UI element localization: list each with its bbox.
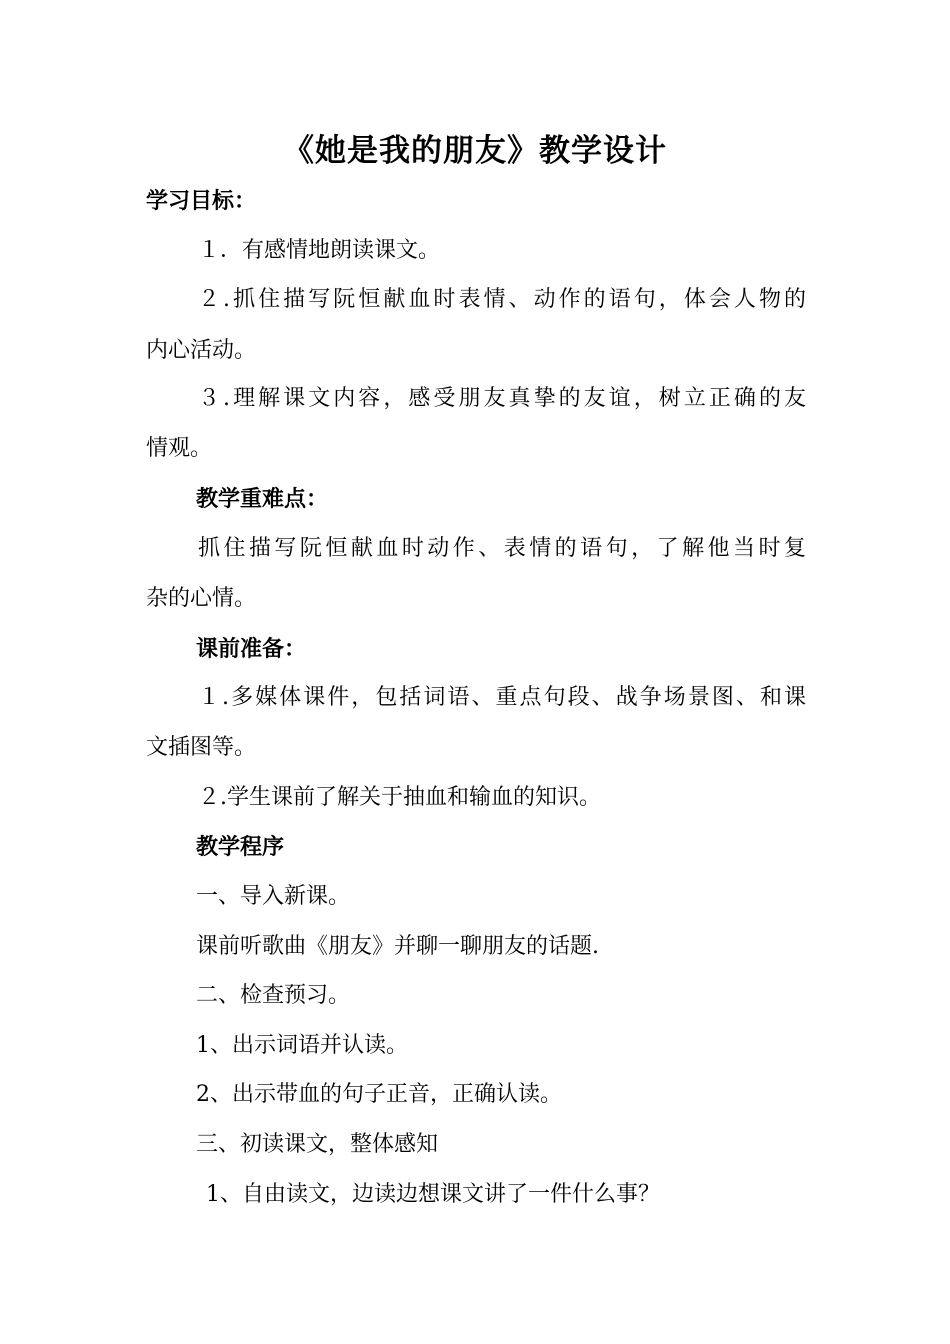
key-points-line-2: 杂的心情。 <box>146 586 257 611</box>
preparation-heading: 课前准备： <box>196 636 307 662</box>
goals-heading: 学习目标： <box>146 188 257 214</box>
step-2-item-2: 2、出示带血的句子正音，正确认读。 <box>196 1082 562 1107</box>
procedure-heading: 教学程序 <box>196 834 285 860</box>
document-title: 《她是我的朋友》教学设计 <box>283 133 667 169</box>
step-1-text: 课前听歌曲《朋友》并聊一聊朋友的话题. <box>196 934 599 959</box>
step-3-item-1: 1、自由读文，边读边想课文讲了一件什么事？ <box>206 1182 660 1207</box>
preparation-1-line-2: 文插图等。 <box>146 735 257 760</box>
goal-3-line-1: ３.理解课文内容，感受朋友真挚的友谊，树立正确的友 <box>198 386 806 411</box>
step-2-item-1: 1、出示词语并认读。 <box>196 1033 408 1058</box>
step-1-heading: 一、导入新课。 <box>196 884 351 909</box>
goal-2-line-2: 内心活动。 <box>146 338 257 363</box>
preparation-1-line-1: １.多媒体课件，包括词语、重点句段、战争场景图、和课 <box>198 685 806 710</box>
goal-1: １．有感情地朗读课文。 <box>198 238 441 263</box>
goal-3-line-2: 情观。 <box>146 436 213 461</box>
preparation-2: ２.学生课前了解关于抽血和输血的知识。 <box>198 785 601 810</box>
key-points-line-1: 抓住描写阮恒献血时动作、表情的语句，了解他当时复 <box>198 536 806 561</box>
key-points-heading: 教学重难点： <box>196 486 329 512</box>
step-3-heading: 三、初读课文，整体感知 <box>196 1132 439 1157</box>
goal-2-line-1: ２.抓住描写阮恒献血时表情、动作的语句，体会人物的 <box>198 287 806 312</box>
step-2-heading: 二、检查预习。 <box>196 983 351 1008</box>
